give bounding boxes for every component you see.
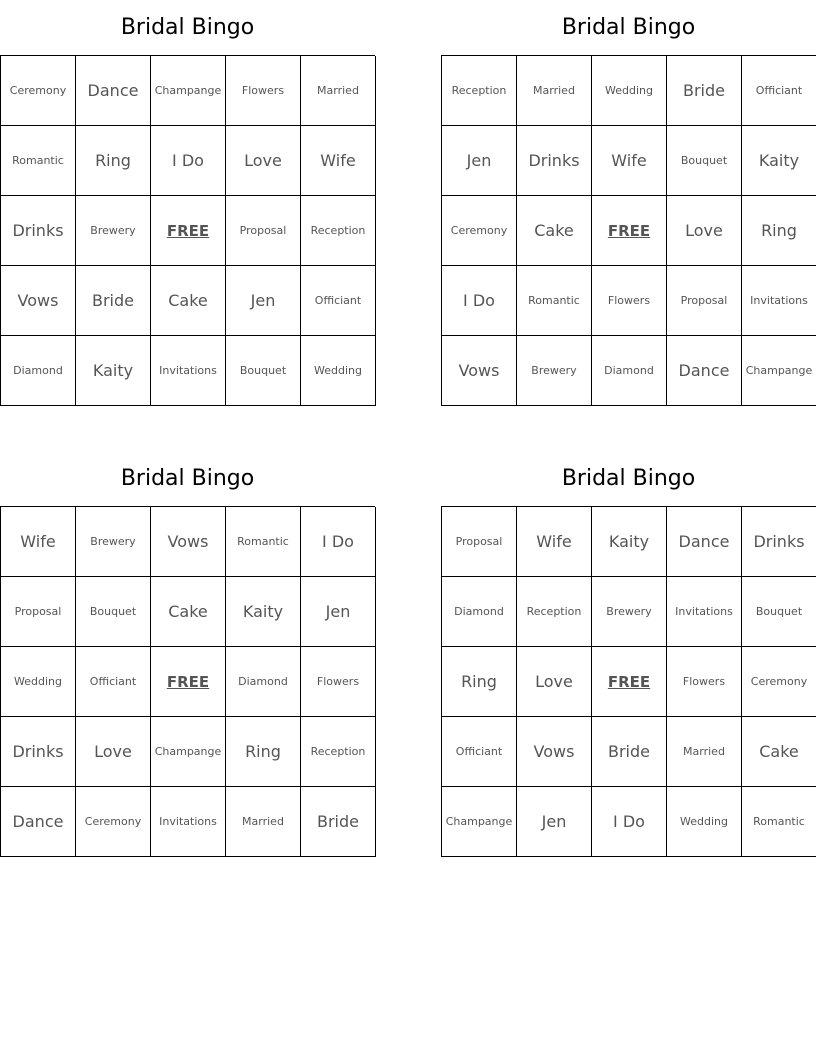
bingo-cell: Invitations [151,787,226,857]
bingo-cell: I Do [301,507,376,577]
bingo-cell: Champange [742,336,816,406]
bingo-cell: Romantic [742,787,816,857]
bingo-cell: Champange [151,56,226,126]
bingo-cell: Bride [301,787,376,857]
bingo-cell: Wedding [592,56,667,126]
bingo-cell: Cake [151,577,226,647]
bingo-cell: Romantic [517,266,592,336]
bingo-cell: Vows [1,266,76,336]
bingo-cell: Wife [1,507,76,577]
bingo-cell: Married [226,787,301,857]
bingo-cell: Love [517,647,592,717]
bingo-cell: I Do [151,126,226,196]
bingo-cell: Bride [76,266,151,336]
bingo-cell: Ceremony [76,787,151,857]
bingo-cell: I Do [442,266,517,336]
bingo-cell: Kaity [742,126,816,196]
free-space-cell: FREE [592,647,667,717]
bingo-cell: Wife [301,126,376,196]
bingo-cell: Proposal [442,507,517,577]
bingo-cell: Wedding [301,336,376,406]
bingo-cell: Wedding [667,787,742,857]
bingo-grid [441,506,816,857]
free-space-cell: FREE [151,647,226,717]
bingo-grid [0,506,375,857]
bingo-cell: Jen [226,266,301,336]
bingo-cell: Bouquet [76,577,151,647]
bingo-cell: Vows [517,717,592,787]
bingo-cell: Brewery [76,196,151,266]
bingo-cell: Love [667,196,742,266]
bingo-cell: Brewery [517,336,592,406]
bingo-cell: Ring [442,647,517,717]
card-title: Bridal Bingo [120,466,255,491]
bingo-cell: Dance [667,336,742,406]
bingo-cell: Brewery [76,507,151,577]
bingo-cell: Vows [151,507,226,577]
bingo-cell: I Do [592,787,667,857]
bingo-cell: Bouquet [667,126,742,196]
bingo-cell: Ring [742,196,816,266]
bingo-cell: Cake [151,266,226,336]
bingo-cell: Officiant [742,56,816,126]
bingo-cell: Champange [442,787,517,857]
bingo-cell: Love [76,717,151,787]
bingo-cell: Vows [442,336,517,406]
bingo-cell: Diamond [592,336,667,406]
bingo-cell: Ceremony [1,56,76,126]
bingo-cell: Bride [667,56,742,126]
free-space-cell: FREE [592,196,667,266]
bingo-grid [0,55,375,406]
bingo-cell: Love [226,126,301,196]
bingo-cell: Cake [517,196,592,266]
bingo-cell: Flowers [301,647,376,717]
bingo-cell: Jen [301,577,376,647]
bingo-cell: Married [301,56,376,126]
bingo-card-1 [0,0,375,406]
bingo-cell: Jen [517,787,592,857]
bingo-cell: Romantic [1,126,76,196]
bingo-cell: Married [517,56,592,126]
bingo-cell: Dance [667,507,742,577]
bingo-cell: Flowers [226,56,301,126]
bingo-cell: Flowers [667,647,742,717]
bingo-cell: Invitations [742,266,816,336]
card-title: Bridal Bingo [561,466,696,491]
bingo-cell: Jen [442,126,517,196]
bingo-cell: Diamond [442,577,517,647]
bingo-cell: Ceremony [742,647,816,717]
bingo-cell: Kaity [226,577,301,647]
bingo-cell: Reception [517,577,592,647]
bingo-cell: Invitations [151,336,226,406]
bingo-cell: Proposal [1,577,76,647]
bingo-cell: Officiant [76,647,151,717]
bingo-cell: Ceremony [442,196,517,266]
bingo-cell: Officiant [442,717,517,787]
bingo-cell: Drinks [517,126,592,196]
bingo-cell: Officiant [301,266,376,336]
bingo-cell: Flowers [592,266,667,336]
bingo-cell: Kaity [592,507,667,577]
bingo-cell: Kaity [76,336,151,406]
bingo-cell: Drinks [742,507,816,577]
free-space-cell: FREE [151,196,226,266]
bingo-cell: Reception [442,56,517,126]
bingo-cell: Married [667,717,742,787]
bingo-cell: Brewery [592,577,667,647]
bingo-cell: Invitations [667,577,742,647]
bingo-cell: Romantic [226,507,301,577]
bingo-card-3 [0,451,375,857]
bingo-cell: Ring [226,717,301,787]
bingo-grid [441,55,816,406]
bingo-cell: Wife [592,126,667,196]
bingo-cell: Ring [76,126,151,196]
bingo-cell: Diamond [1,336,76,406]
bingo-cell: Drinks [1,196,76,266]
bingo-card-2 [441,0,816,406]
bingo-cell: Drinks [1,717,76,787]
bingo-cell: Bouquet [226,336,301,406]
bingo-cell: Champange [151,717,226,787]
bingo-card-4 [441,451,816,857]
card-title: Bridal Bingo [561,15,696,40]
bingo-cell: Diamond [226,647,301,717]
bingo-cell: Bouquet [742,577,816,647]
bingo-cell: Reception [301,717,376,787]
bingo-cell: Wedding [1,647,76,717]
bingo-cell: Proposal [667,266,742,336]
bingo-cell: Proposal [226,196,301,266]
bingo-cell: Wife [517,507,592,577]
bingo-cell: Bride [592,717,667,787]
bingo-cell: Dance [76,56,151,126]
card-title: Bridal Bingo [120,15,255,40]
bingo-cell: Reception [301,196,376,266]
bingo-cell: Cake [742,717,816,787]
bingo-cell: Dance [1,787,76,857]
